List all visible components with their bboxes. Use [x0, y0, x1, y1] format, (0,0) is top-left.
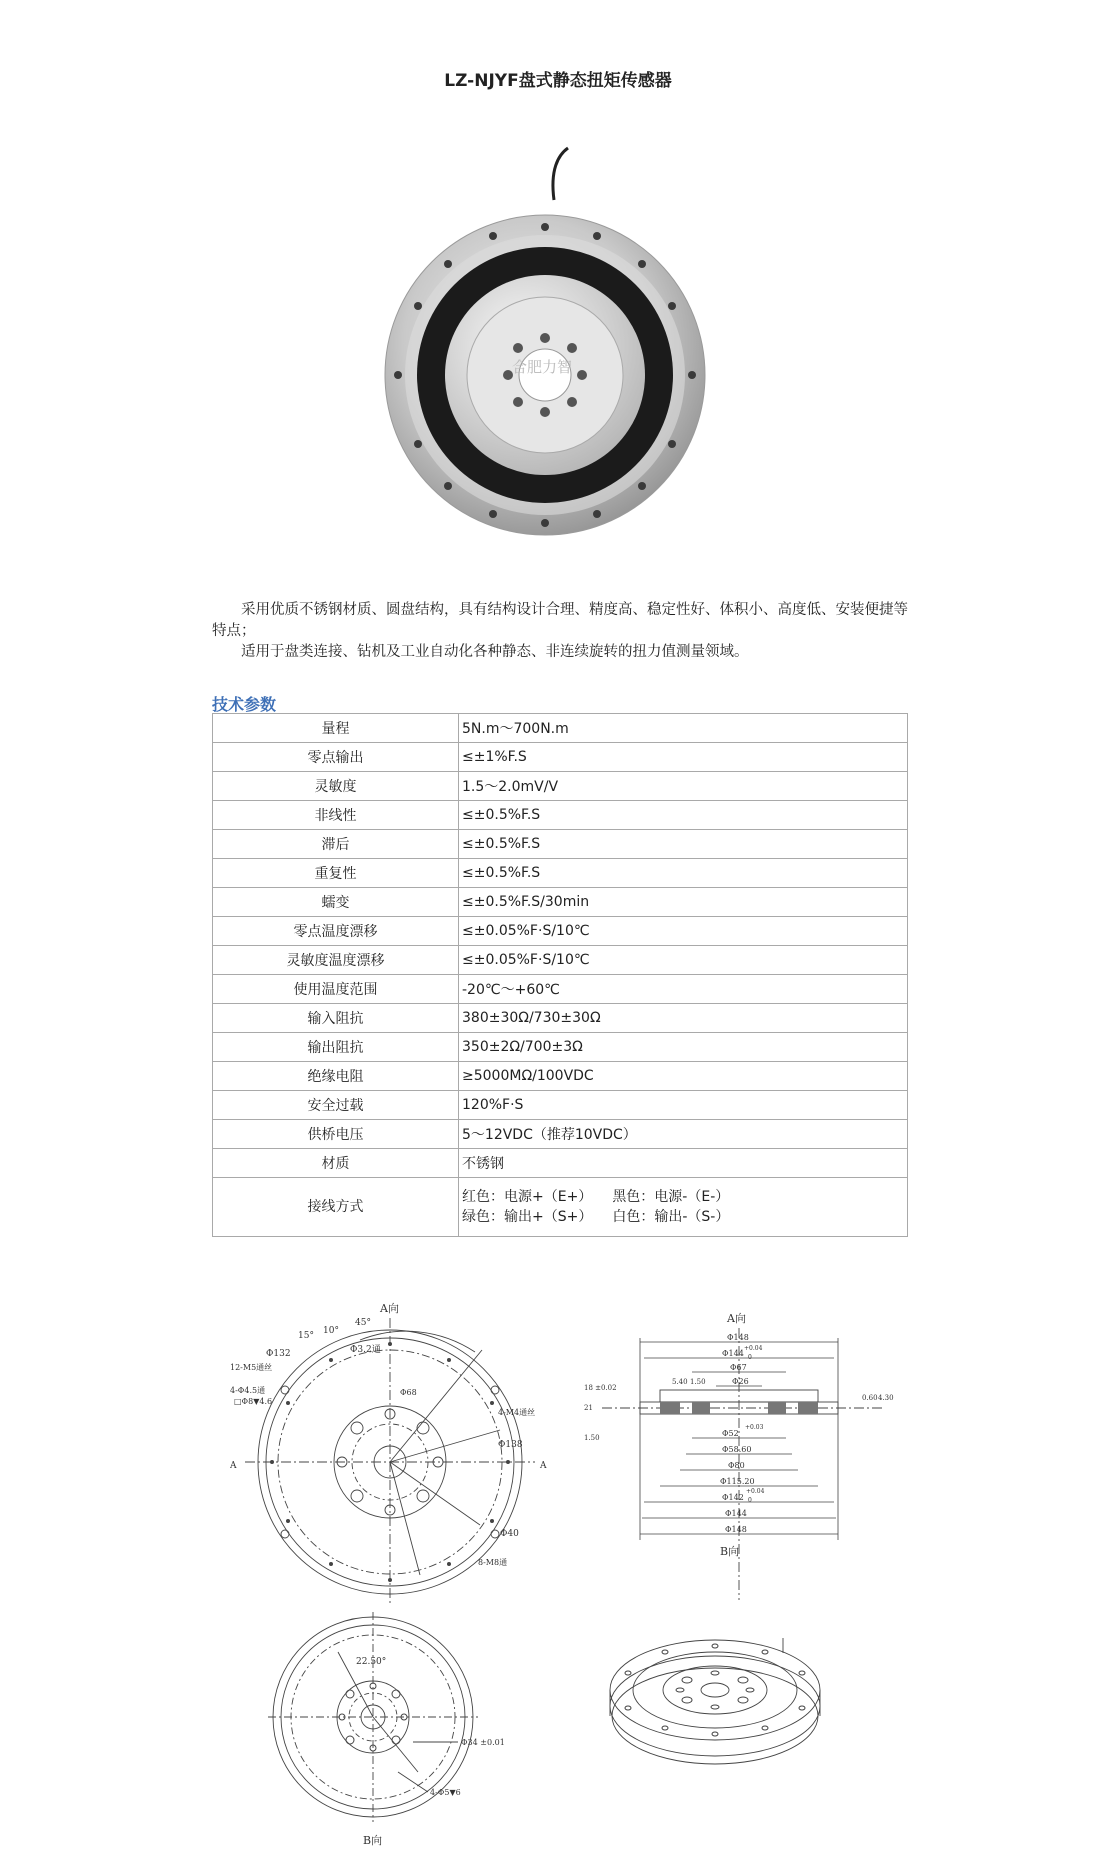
table-row — [213, 859, 908, 888]
spec-value: ≤±0.5%F.S — [459, 801, 908, 830]
spec-value: ≤±0.5%F.S/30min — [459, 888, 908, 917]
spec-label: 滞后 — [213, 830, 459, 859]
label-d5860: Φ58.60 — [722, 1445, 752, 1454]
spec-value: ≤±0.05%F·S/10℃ — [459, 946, 908, 975]
table-row — [213, 1120, 908, 1149]
spec-value: -20℃～+60℃ — [459, 975, 908, 1004]
label-d68: Φ68 — [400, 1388, 417, 1397]
label-d8: □Φ8▼4.6 — [234, 1397, 273, 1406]
wire-black: 黑色：电源-（E-） — [612, 1189, 730, 1205]
intro-paragraph-1: 采用优质不锈钢材质、圆盘结构，具有结构设计合理、精度高、稳定性好、体积小、高度低、安装便捷等特点； — [212, 602, 908, 639]
spec-value: ≤±0.5%F.S — [459, 830, 908, 859]
drawing-bottom-view — [268, 1612, 538, 1856]
drawing-side-section — [582, 1310, 902, 1619]
label-10deg: 10° — [323, 1326, 339, 1336]
label-a-left: A — [230, 1461, 237, 1471]
spec-label: 接线方式 — [213, 1178, 459, 1237]
spec-value: 120%F·S — [459, 1091, 908, 1120]
table-row — [213, 1062, 908, 1091]
label-d148b: Φ148 — [725, 1525, 747, 1534]
label-45deg: 45° — [355, 1318, 371, 1328]
spec-value: 350±2Ω/700±3Ω — [459, 1033, 908, 1062]
spec-label: 量程 — [213, 714, 459, 743]
intro-paragraph-2: 适用于盘类连接、钻机及工业自动化各种静态、非连续旋转的扭力值测量领域。 — [241, 644, 749, 660]
label-d144-tol: Φ144 — [722, 1349, 744, 1358]
label-tol52: +0.03 — [745, 1424, 764, 1431]
spec-label: 灵敏度温度漂移 — [213, 946, 459, 975]
table-row — [213, 1178, 908, 1237]
label-h21: 21 — [584, 1404, 593, 1412]
spec-label: 灵敏度 — [213, 772, 459, 801]
label-d5: 4-Φ5▼6 — [430, 1788, 461, 1797]
label-d80: Φ80 — [728, 1461, 745, 1470]
label-a-view-side: A向 — [727, 1312, 746, 1325]
spec-label: 输入阻抗 — [213, 1004, 459, 1033]
section-title: 技术参数 — [212, 695, 277, 714]
label-22-5deg: 22.50° — [356, 1657, 387, 1667]
spec-value: ≥5000MΩ/100VDC — [459, 1062, 908, 1091]
label-tol142b: 0 — [748, 1497, 752, 1504]
label-b-view: B向 — [363, 1834, 383, 1847]
label-d67: Φ67 — [730, 1363, 747, 1372]
label-a-view: A向 — [380, 1302, 399, 1315]
table-row — [213, 772, 908, 801]
drawing-isometric-view — [605, 1628, 835, 1772]
table-row — [213, 830, 908, 859]
spec-label: 零点输出 — [213, 743, 459, 772]
label-d138: Φ138 — [498, 1440, 523, 1450]
table-row — [213, 1091, 908, 1120]
spec-label: 重复性 — [213, 859, 459, 888]
page-title: LZ-NJYF盘式静态扭矩传感器 — [444, 71, 672, 91]
label-15deg: 15° — [298, 1331, 314, 1341]
spec-label: 蠕变 — [213, 888, 459, 917]
spec-label: 供桥电压 — [213, 1120, 459, 1149]
table-row — [213, 1004, 908, 1033]
spec-value: ≤±0.05%F·S/10℃ — [459, 917, 908, 946]
spec-label: 非线性 — [213, 801, 459, 830]
label-d40: Φ40 — [500, 1529, 519, 1539]
spec-label: 绝缘电阻 — [213, 1062, 459, 1091]
spec-value: 5N.m～700N.m — [459, 714, 908, 743]
label-r60: 0.60 — [862, 1394, 878, 1402]
table-row — [213, 1149, 908, 1178]
label-d132: Φ132 — [266, 1349, 291, 1359]
spec-label: 输出阻抗 — [213, 1033, 459, 1062]
spec-value: ≤±0.5%F.S — [459, 859, 908, 888]
label-tol142a: +0.04 — [746, 1488, 765, 1495]
spec-label: 安全过载 — [213, 1091, 459, 1120]
wiring-value — [459, 1178, 908, 1237]
label-m5: 12-M5通丝 — [230, 1363, 273, 1372]
table-row — [213, 714, 908, 743]
label-d34: Φ34 ±0.01 — [461, 1738, 505, 1747]
label-tol-a: +0.04 — [744, 1345, 763, 1352]
table-row — [213, 743, 908, 772]
product-photo — [380, 140, 720, 545]
table-row — [213, 975, 908, 1004]
label-h150b: 1.50 — [584, 1434, 600, 1442]
wire-white: 白色：输出-（S-） — [612, 1209, 730, 1225]
label-d144: Φ144 — [725, 1509, 747, 1518]
label-d142: Φ142 — [722, 1493, 744, 1502]
label-h18: 18 ±0.02 — [584, 1384, 617, 1392]
spec-label: 材质 — [213, 1149, 459, 1178]
label-d52: Φ52 — [722, 1429, 739, 1438]
label-h150: 1.50 — [690, 1378, 706, 1386]
spec-table — [212, 713, 908, 1237]
label-a-right: A — [540, 1461, 547, 1471]
label-d32: Φ3.2通 — [350, 1345, 381, 1355]
photo-watermark: 合肥力智 — [512, 359, 573, 376]
spec-value: 不锈钢 — [459, 1149, 908, 1178]
table-row — [213, 917, 908, 946]
spec-value: 1.5～2.0mV/V — [459, 772, 908, 801]
table-row — [213, 1033, 908, 1062]
label-d45: 4-Φ4.5通 — [230, 1386, 266, 1395]
spec-value: ≤±1%F.S — [459, 743, 908, 772]
drawing-front-view — [230, 1300, 560, 1619]
spec-label: 使用温度范围 — [213, 975, 459, 1004]
label-m4: 4-M4通丝 — [498, 1408, 536, 1417]
spec-value: 380±30Ω/730±30Ω — [459, 1004, 908, 1033]
label-h540: 5.40 — [672, 1378, 688, 1386]
table-row — [213, 946, 908, 975]
label-tol-b: 0 — [748, 1354, 752, 1361]
label-d148: Φ148 — [727, 1333, 749, 1342]
label-r30: 4.30 — [878, 1394, 894, 1402]
wire-red: 红色：电源+（E+） — [462, 1189, 593, 1205]
intro-text — [212, 600, 912, 663]
spec-value: 5～12VDC（推荐10VDC） — [459, 1120, 908, 1149]
spec-label: 零点温度漂移 — [213, 917, 459, 946]
label-d11520: Φ115.20 — [720, 1477, 755, 1486]
table-row — [213, 888, 908, 917]
table-row — [213, 801, 908, 830]
label-b-view-side: B向 — [720, 1545, 740, 1558]
wire-green: 绿色：输出+（S+） — [462, 1209, 593, 1225]
label-m8: 8-M8通 — [478, 1558, 508, 1567]
label-d26: Φ26 — [732, 1377, 749, 1386]
